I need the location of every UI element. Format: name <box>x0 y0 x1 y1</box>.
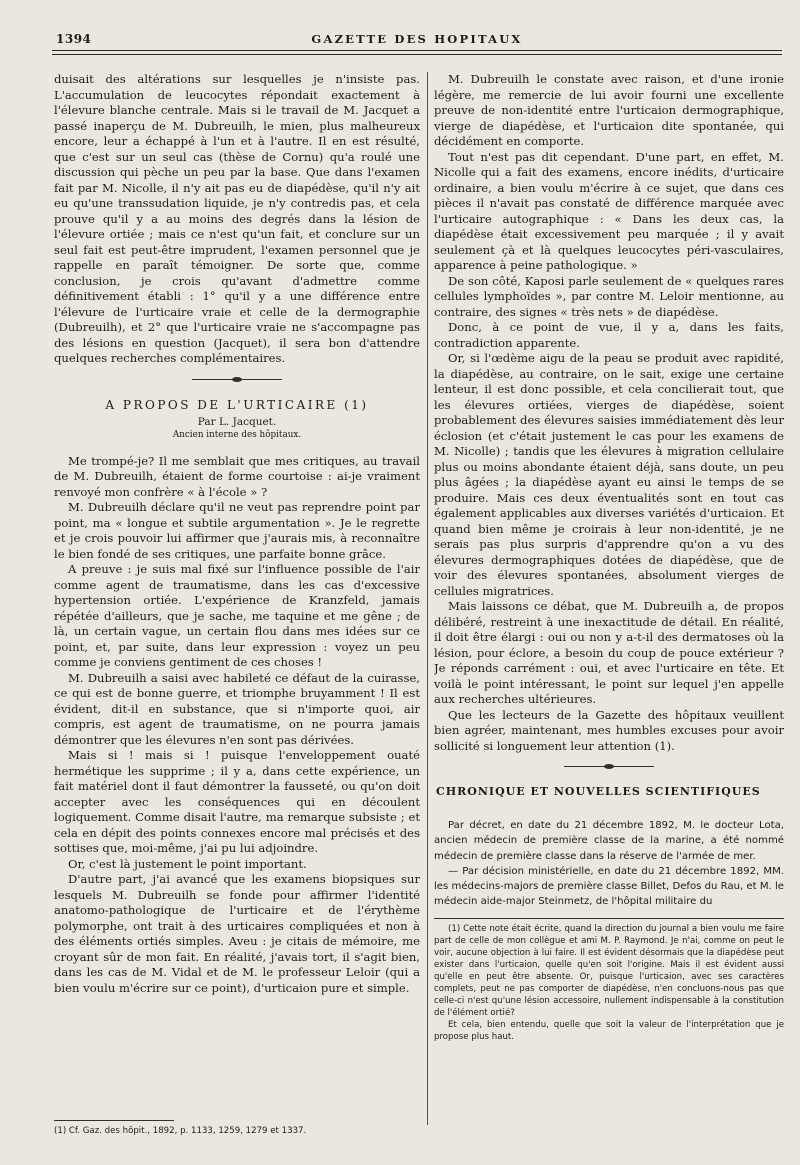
article-paragraph: Donc, à ce point de vue, il y a, dans les faits, contradiction apparente. <box>434 320 784 350</box>
footnote-rule <box>54 1120 174 1121</box>
page-header <box>52 14 782 62</box>
section-title: CHRONIQUE ET NOUVELLES SCIENTIFIQUES <box>436 785 761 798</box>
header-rule <box>52 50 782 51</box>
article-byline: Par L. Jacquet. <box>197 415 277 428</box>
header-rule-thin <box>52 54 782 55</box>
footnote: (1) Cette note était écrite, quand la direction du journal a bien voulu me faire part de celle de mon collègue et ami M. P. Raymond. Je n'ai, comme on peut le voir, aucune objection à lui faire. Il est évident désormais que la diapédèse peut exister dans l'urticaion, quelle qu'en soit l'origine. Mais il est évident aussi qu'elle en peut être absente. Or, puisque l'urticaion, avec ses caractères complets, peut ne pas comporter de diapédèse, n'en concluons-nous pas que celle-ci n'est qu'une lésion accessoire, nullement indispensable à la constitution de l'élément ortié? <box>434 923 784 1018</box>
article-paragraph: Tout n'est pas dit cependant. D'une part, en effet, M. Nicolle qui a fait des examens, encore inédits, d'urticaire ordinaire, a bien voulu m'écrire à ce sujet, que dans ces pièces il n'avait pas constaté de différence marquée avec l'urticaire autographique : « Dans les deux cas, la diapédèse était excessivement peu marquée ; il y avait seulement çà et là quelques leucocytes péri-vasculaires, apparence à peine pathologique. » <box>434 149 784 272</box>
article-paragraph: Mais si ! mais si ! puisque l'enveloppement ouaté hermétique les supprime ; il y a, dans cette expérience, un fait matériel dont il faut démontrer la fausseté, ou qu'on doit accepter avec les conséquences qui en découlent logiquement. Comme disait l'autre, ma remarque subsiste ; et cela en dépit des points connexes encore mal précisés et des sottises que, moi-même, j'ai pu lui adjoindre. <box>54 748 420 855</box>
article-paragraph: Que les lecteurs de la Gazette des hôpitaux veuillent bien agréer, maintenant, mes humbles excuses pour avoir sollicité si longuement leur attention (1). <box>434 707 784 753</box>
section-separator <box>564 766 654 767</box>
right-column <box>434 72 784 1139</box>
article-paragraph: Or, c'est là justement le point important. <box>68 856 307 871</box>
article-paragraph: Or, si l'œdème aigu de la peau se produit avec rapidité, la diapédèse, au contraire, on le sait, exige une certaine lenteur, il est donc possible, et cela concilierait tout, que les élevures ortiées, vierges de diapédèse, soient probablement des élevures saisies immédiatement dès leur éclosion (et c'était justement le cas pour les examens de M. Nicolle) ; tandis que les élevures à migration cellulaire plus ou moins abondante étaient déjà, sans doute, un peu plus âgées ; la diapédèse ayant eu ainsi le temps de se produire. Mais ces deux éventualités sont en tout cas également applicables aux diverses variétés d'urticaion. Et quand bien même je croirais à leur non-identité, je ne serais pas plus surpris d'apprendre qu'on a vu des élevures dermographiques dotées de diapédèse, que de voir des élevures spontanées, absolument vierges de cellules migratrices. <box>434 351 784 598</box>
footnote: Et cela, bien entendu, quelle que soit la valeur de l'interprétation que je propose plus haut. <box>434 1019 784 1042</box>
continuation-paragraph: duisait des altérations sur lesquelles je n'insiste pas. L'accumulation de leucocytes répondait exactement à l'élevure blanche centrale. Mais si le travail de M. Jacquet a passé inaperçu de M. Dubreuilh, le mien, plus malheureux encore, leur a échappé à l'un et à l'autre. Il en est résulté, que c'est sur un seul cas (thèse de Cornu) qu'a roulé une discussion qui pèche un peu par la base. Que dans l'examen fait par M. Nicolle, il n'y ait pas eu de diapédèse, qu'il n'y ait eu qu'une transsudation liquide, je n'y contredis pas, et cela prouve qu'il y a au moins des degrés dans la lésion de l'élevure ortiée ; mais ce n'est qu'un fait, et conclure sur un seul fait est peut-être imprudent, l'examen personnel que je rappelle en paraît témoigner. De sorte que, comme conclusion, je crois qu'avant d'admettre comme définitivement établi : 1° qu'il y a une différence entre l'élevure de l'urticaire vraie et celle de la dermographie (Dubreuilh), et 2° que l'urticaire vraie ne s'accompagne pas des lésions en question (Jacquet), il sera bon d'attendre quelques recherches complémentaires. <box>54 72 420 365</box>
author-credential: Ancien interne des hôpitaux. <box>172 429 302 440</box>
article-paragraph: M. Dubreuilh le constate avec raison, et d'une ironie légère, me remercie de lui avoir fourni une excellente preuve de non-identité entre l'urticaion dermographique, vierge de diapédèse, et l'urticaion dite spontanée, qui décidément en comporte. <box>434 72 784 148</box>
left-column <box>54 72 420 1139</box>
news-item: — Par décision ministérielle, en date du 21 décembre 1892, MM. les médecins-majors de première classe Billet, Defos du Rau, et M. le médecin aide-major Steinmetz, de l'hôpital militaire du <box>434 865 784 908</box>
page-number: 1394 <box>56 32 92 46</box>
article-paragraph: Mais laissons ce débat, que M. Dubreuilh a, de propos délibéré, restreint à une inexactitude de détail. En réalité, il doit être élargi : oui ou non y a-t-il des dermatoses où la lésion, pour éclore, a besoin du coup de pouce extérieur ? Je réponds carrément : oui, et avec l'urticaire en tête. Et voilà le point intéressant, le point sur lequel j'en appelle aux recherches ultérieures. <box>434 599 784 706</box>
article-paragraph: M. Dubreuilh déclare qu'il ne veut pas reprendre point par point, ma « longue et subtile argumentation ». Je le regrette et je crois pouvoir lui affirmer que j'aurais mis, à reconnaître le bien fondé de ses critiques, une parfaite bonne grâce. <box>54 500 420 561</box>
column-divider <box>427 72 428 1125</box>
article-paragraph: M. Dubreuilh a saisi avec habileté ce défaut de la cuirasse, ce qui est de bonne guerre, et triomphe bruyamment ! Il est évident, dit-il en substance, que si n'importe quoi, air compris, est agent de traumatisme, on ne pourra jamais démontrer que les élevures n'en sont pas dérivées. <box>54 670 420 747</box>
news-item: Par décret, en date du 21 décembre 1892, M. le docteur Lota, ancien médecin de première classe de la marine, a été nommé médecin de première classe dans la réserve de l'armée de mer. <box>434 820 784 862</box>
article-title: A PROPOS DE L'URTICAIRE (1) <box>105 397 369 412</box>
section-separator <box>192 379 282 380</box>
article-paragraph: Me trompé-je? Il me semblait que mes critiques, au travail de M. Dubreuilh, étaient de forme courtoise : ai-je vraiment renvoyé mon confrère « à l'école » ? <box>54 453 420 499</box>
footnote: (1) Cf. Gaz. des hôpit., 1892, p. 1133, 1259, 1279 et 1337. <box>54 1126 307 1136</box>
article-paragraph: D'autre part, j'ai avancé que les examens biopsiques sur lesquels M. Dubreuilh se fonde pour affirmer l'identité anatomo-pathologique de l'urticaire et de l'érythème polymorphe, ont trait à des urticaires compliquées et non à des éléments ortiés simples. Aveu : je citais de mémoire, me croyant sûr de mon fait. En réalité, j'avais tort, il s'agit bien, dans les cas de M. Vidal et de M. le professeur Leloir (qui a bien voulu m'écrire sur ce point), d'urticaion pure et simple. <box>54 872 420 995</box>
article-paragraph: De son côté, Kaposi parle seulement de « quelques rares cellules lymphoïdes », par contre M. Leloir mentionne, au contraire, des signes « très nets » de diapédèse. <box>434 273 784 319</box>
footnote-rule <box>434 918 784 919</box>
article-paragraph: A preuve : je suis mal fixé sur l'influence possible de l'air comme agent de traumatisme, dans les cas d'excessive hypertension ortiée. L'expérience de Kranzfeld, jamais répétée d'ailleurs, que je sache, me taquine et me gêne ; de là, un certain vague, un certain flou dans mes idées sur ce point, et, par suite, dans leur expression : voyez un peu comme je conviens gentiment de ces choses ! <box>54 562 420 669</box>
journal-title: GAZETTE DES HOPITAUX <box>311 32 523 46</box>
